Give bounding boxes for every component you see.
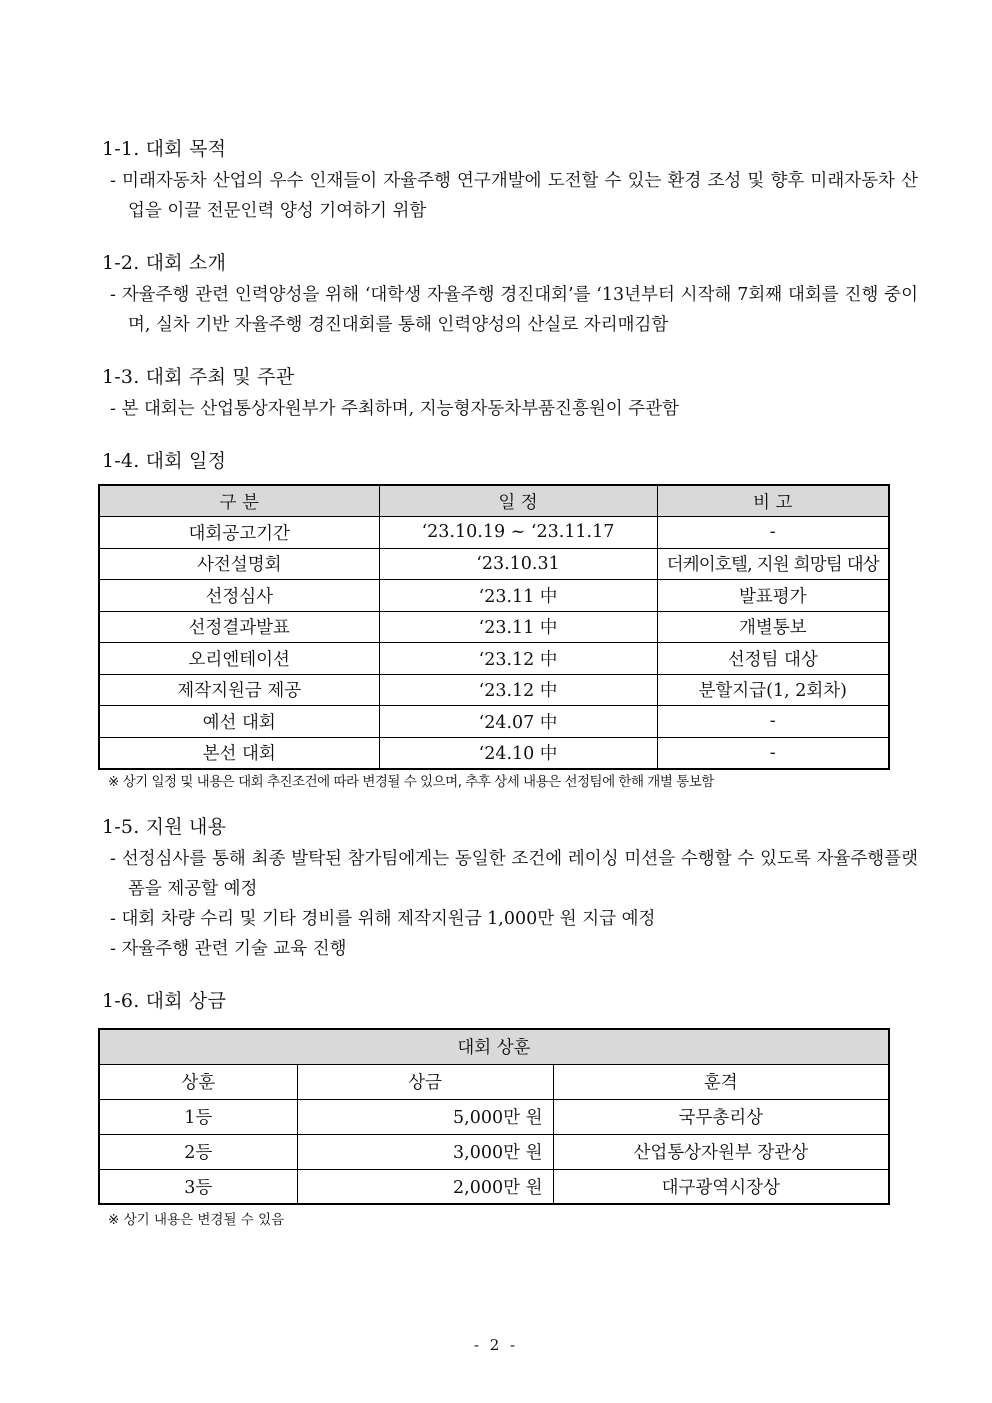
support-item: - 대회 차량 수리 및 기타 경비를 위해 제작지원금 1,000만 원 지급 예정 <box>110 909 656 929</box>
schedule-category: 오리엔테이션 <box>99 643 379 675</box>
schedule-date: ‘24.07 中 <box>379 706 657 738</box>
introduction-item: - 자율주행 관련 인력양성을 위해 ‘대학생 자율주행 경진대회’를 ‘13년부터 시작해 7회째 대회를 진행 중이며, 실차 기반 자율주행 경진대회를 통해 인력양성의 산실로 자리매김함 <box>110 285 918 335</box>
table-row <box>99 580 889 612</box>
prize-title-row <box>99 1029 889 1064</box>
prize-rank: 2등 <box>99 1134 297 1169</box>
schedule-header-date: 일 정 <box>379 485 657 517</box>
section-heading-prize: 1-6. 대회 상금 <box>102 990 227 1012</box>
table-row <box>99 737 889 769</box>
prize-table <box>98 1028 890 1205</box>
prize-amount: 3,000만 원 <box>297 1134 553 1169</box>
schedule-remarks: 발표평가 <box>657 580 889 612</box>
section-heading-purpose: 1-1. 대회 목적 <box>102 138 227 160</box>
schedule-remarks: 더케이호텔, 지원 희망팀 대상 <box>657 548 889 580</box>
prize-amount: 5,000만 원 <box>297 1099 553 1134</box>
schedule-date: ‘23.12 中 <box>379 674 657 706</box>
table-row <box>99 706 889 738</box>
prize-note: ※ 상기 내용은 변경될 수 있음 <box>108 1212 285 1228</box>
schedule-category: 사전설명회 <box>99 548 379 580</box>
schedule-category: 본선 대회 <box>99 737 379 769</box>
prize-amount: 2,000만 원 <box>297 1169 553 1204</box>
support-item: - 자율주행 관련 기술 교육 진행 <box>110 939 347 959</box>
schedule-date: ‘24.10 中 <box>379 737 657 769</box>
schedule-category: 예선 대회 <box>99 706 379 738</box>
prize-header-amount: 상금 <box>297 1064 553 1099</box>
schedule-date: ‘23.11 中 <box>379 611 657 643</box>
schedule-category: 대회공고기간 <box>99 517 379 549</box>
prize-header-award: 훈격 <box>553 1064 889 1099</box>
schedule-date: ‘23.10.31 <box>379 548 657 580</box>
support-item: - 선정심사를 통해 최종 발탁된 참가팀에게는 동일한 조건에 레이싱 미션을 수행할 수 있도록 자율주행플랫폼을 제공할 예정 <box>110 849 918 899</box>
schedule-remarks: - <box>657 517 889 549</box>
prize-header-row <box>99 1064 889 1099</box>
table-row <box>99 1099 889 1134</box>
schedule-category: 선정결과발표 <box>99 611 379 643</box>
section-heading-introduction: 1-2. 대회 소개 <box>102 252 227 274</box>
section-heading-support: 1-5. 지원 내용 <box>102 816 227 838</box>
prize-award: 대구광역시장상 <box>553 1169 889 1204</box>
table-row <box>99 1134 889 1169</box>
schedule-remarks: - <box>657 737 889 769</box>
host-item: - 본 대회는 산업통상자원부가 주최하며, 지능형자동차부품진흥원이 주관함 <box>110 399 679 419</box>
table-row <box>99 548 889 580</box>
schedule-table <box>98 484 890 770</box>
page-number: - 2 - <box>473 1336 519 1354</box>
table-row <box>99 1169 889 1204</box>
schedule-header-row <box>99 485 889 517</box>
schedule-date: ‘23.11 中 <box>379 580 657 612</box>
schedule-header-category: 구 분 <box>99 485 379 517</box>
prize-table-title: 대회 상훈 <box>99 1029 889 1064</box>
schedule-remarks: 개별통보 <box>657 611 889 643</box>
table-row <box>99 674 889 706</box>
schedule-remarks: 분할지급(1, 2회차) <box>657 674 889 706</box>
section-heading-host: 1-3. 대회 주최 및 주관 <box>102 366 295 388</box>
schedule-header-remarks: 비 고 <box>657 485 889 517</box>
schedule-remarks: - <box>657 706 889 738</box>
schedule-date: ‘23.10.19 ~ ‘23.11.17 <box>379 517 657 549</box>
schedule-category: 제작지원금 제공 <box>99 674 379 706</box>
table-row <box>99 517 889 549</box>
purpose-item: - 미래자동차 산업의 우수 인재들이 자율주행 연구개발에 도전할 수 있는 환경 조성 및 향후 미래자동차 산업을 이끌 전문인력 양성 기여하기 위함 <box>110 171 918 221</box>
schedule-note: ※ 상기 일정 및 내용은 대회 추진조건에 따라 변경될 수 있으며, 추후 상세 내용은 선정팀에 한해 개별 통보함 <box>108 774 714 790</box>
prize-award: 산업통상자원부 장관상 <box>553 1134 889 1169</box>
table-row <box>99 611 889 643</box>
schedule-category: 선정심사 <box>99 580 379 612</box>
table-row <box>99 643 889 675</box>
section-heading-schedule: 1-4. 대회 일정 <box>102 450 227 472</box>
prize-award: 국무총리상 <box>553 1099 889 1134</box>
schedule-date: ‘23.12 中 <box>379 643 657 675</box>
schedule-remarks: 선정팀 대상 <box>657 643 889 675</box>
prize-rank: 1등 <box>99 1099 297 1134</box>
prize-rank: 3등 <box>99 1169 297 1204</box>
prize-header-rank: 상훈 <box>99 1064 297 1099</box>
